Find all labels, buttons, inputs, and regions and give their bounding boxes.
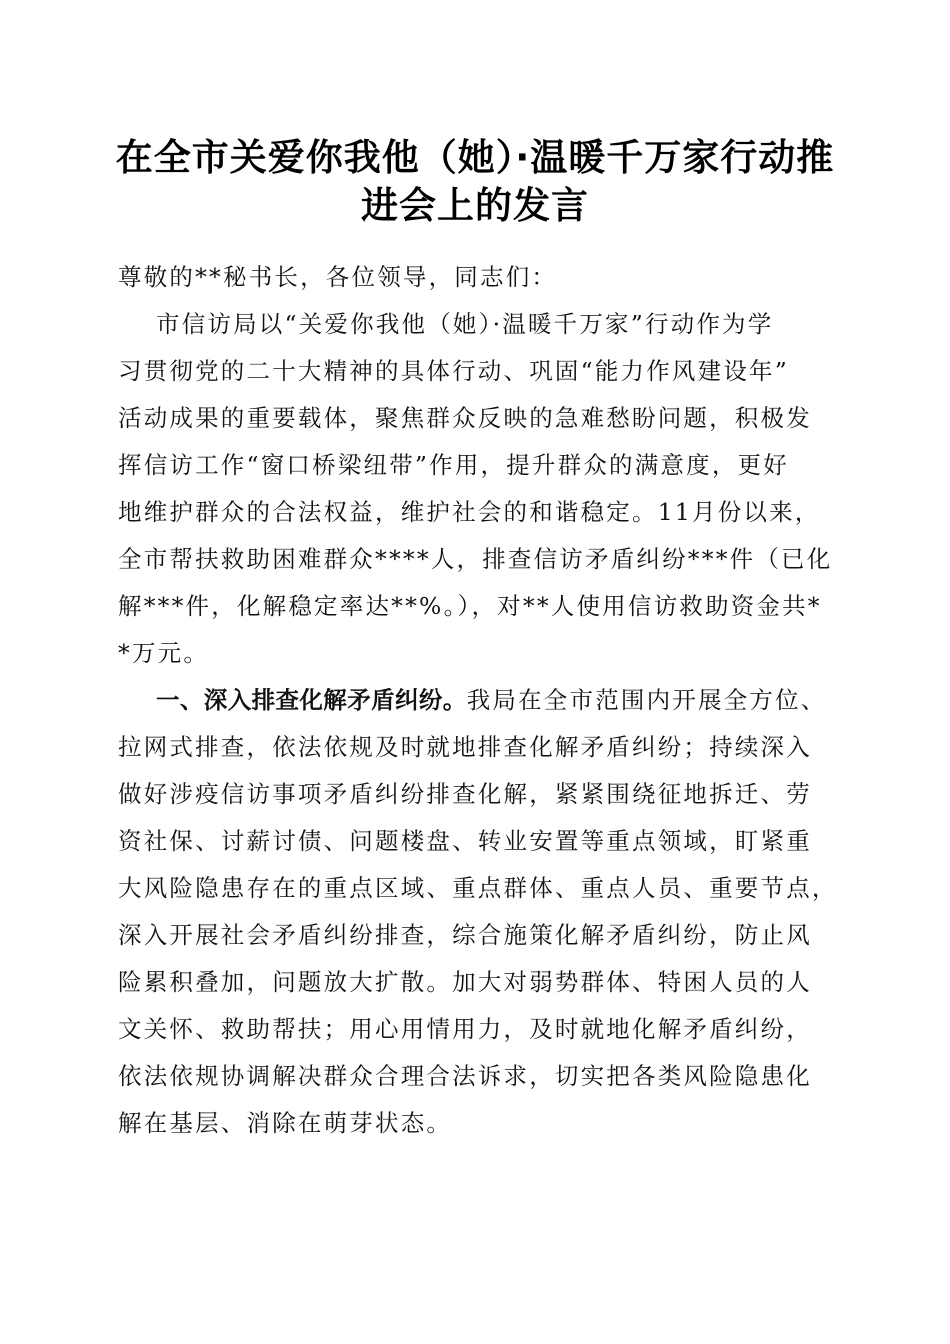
title-line-1: 在全市关爱你我他（她）·温暖千万家行动推 bbox=[115, 136, 835, 179]
section-1-line: 资社保、讨薪讨债、问题楼盘、转业安置等重点领域，盯紧重 bbox=[118, 827, 812, 855]
title-line-2: 进会上的发言 bbox=[361, 184, 589, 227]
section-1-first-line-text: 我局在全市范围内开展全方位、 bbox=[466, 686, 827, 714]
section-1-line: 依法依规协调解决群众合理合法诉求，切实把各类风险隐患化 bbox=[118, 1062, 812, 1090]
section-1-heading: 一、深入排查化解矛盾纠纷。 bbox=[156, 686, 467, 714]
section-1-line: 拉网式排查，依法依规及时就地排查化解矛盾纠纷；持续深入 bbox=[118, 733, 812, 761]
paragraph-1-line: *万元。 bbox=[118, 639, 210, 667]
section-1-line: 文关怀、救助帮扶；用心用情用力，及时就地化解矛盾纠纷， bbox=[118, 1015, 812, 1043]
section-1-first-line bbox=[118, 677, 838, 724]
paragraph-1-line: 解***件，化解稳定率达**%。），对**人使用信访救助资金共* bbox=[118, 592, 822, 620]
paragraph-1-line: 地维护群众的合法权益，维护社会的和谐稳定。11月份以来， bbox=[118, 498, 821, 526]
section-1-line: 大风险隐患存在的重点区域、重点群体、重点人员、重要节点， bbox=[118, 874, 838, 902]
paragraph-1-line: 市信访局以“关爱你我他（她）·温暖千万家”行动作为学 bbox=[156, 310, 774, 338]
section-1-line: 险累积叠加，问题放大扩散。加大对弱势群体、特困人员的人 bbox=[118, 968, 812, 996]
document-body bbox=[118, 254, 838, 1147]
paragraph-1-line: 活动成果的重要载体，聚焦群众反映的急难愁盼问题，积极发 bbox=[118, 404, 812, 432]
section-1-line: 解在基层、消除在萌芽状态。 bbox=[118, 1109, 453, 1137]
section-1-line: 做好涉疫信访事项矛盾纠纷排查化解，紧紧围绕征地拆迁、劳 bbox=[118, 780, 812, 808]
paragraph-1-line: 挥信访工作“窗口桥梁纽带”作用，提升群众的满意度，更好 bbox=[118, 451, 789, 479]
salutation: 尊敬的**秘书长，各位领导，同志们： bbox=[118, 263, 558, 291]
paragraph-1-line: 全市帮扶救助困难群众****人，排查信访矛盾纠纷***件（已化 bbox=[118, 545, 833, 573]
paragraph-1-line: 习贯彻党的二十大精神的具体行动、巩固“能力作风建设年” bbox=[118, 357, 789, 385]
document-title bbox=[110, 134, 840, 230]
section-1-line: 深入开展社会矛盾纠纷排查，综合施策化解矛盾纠纷，防止风 bbox=[118, 921, 812, 949]
